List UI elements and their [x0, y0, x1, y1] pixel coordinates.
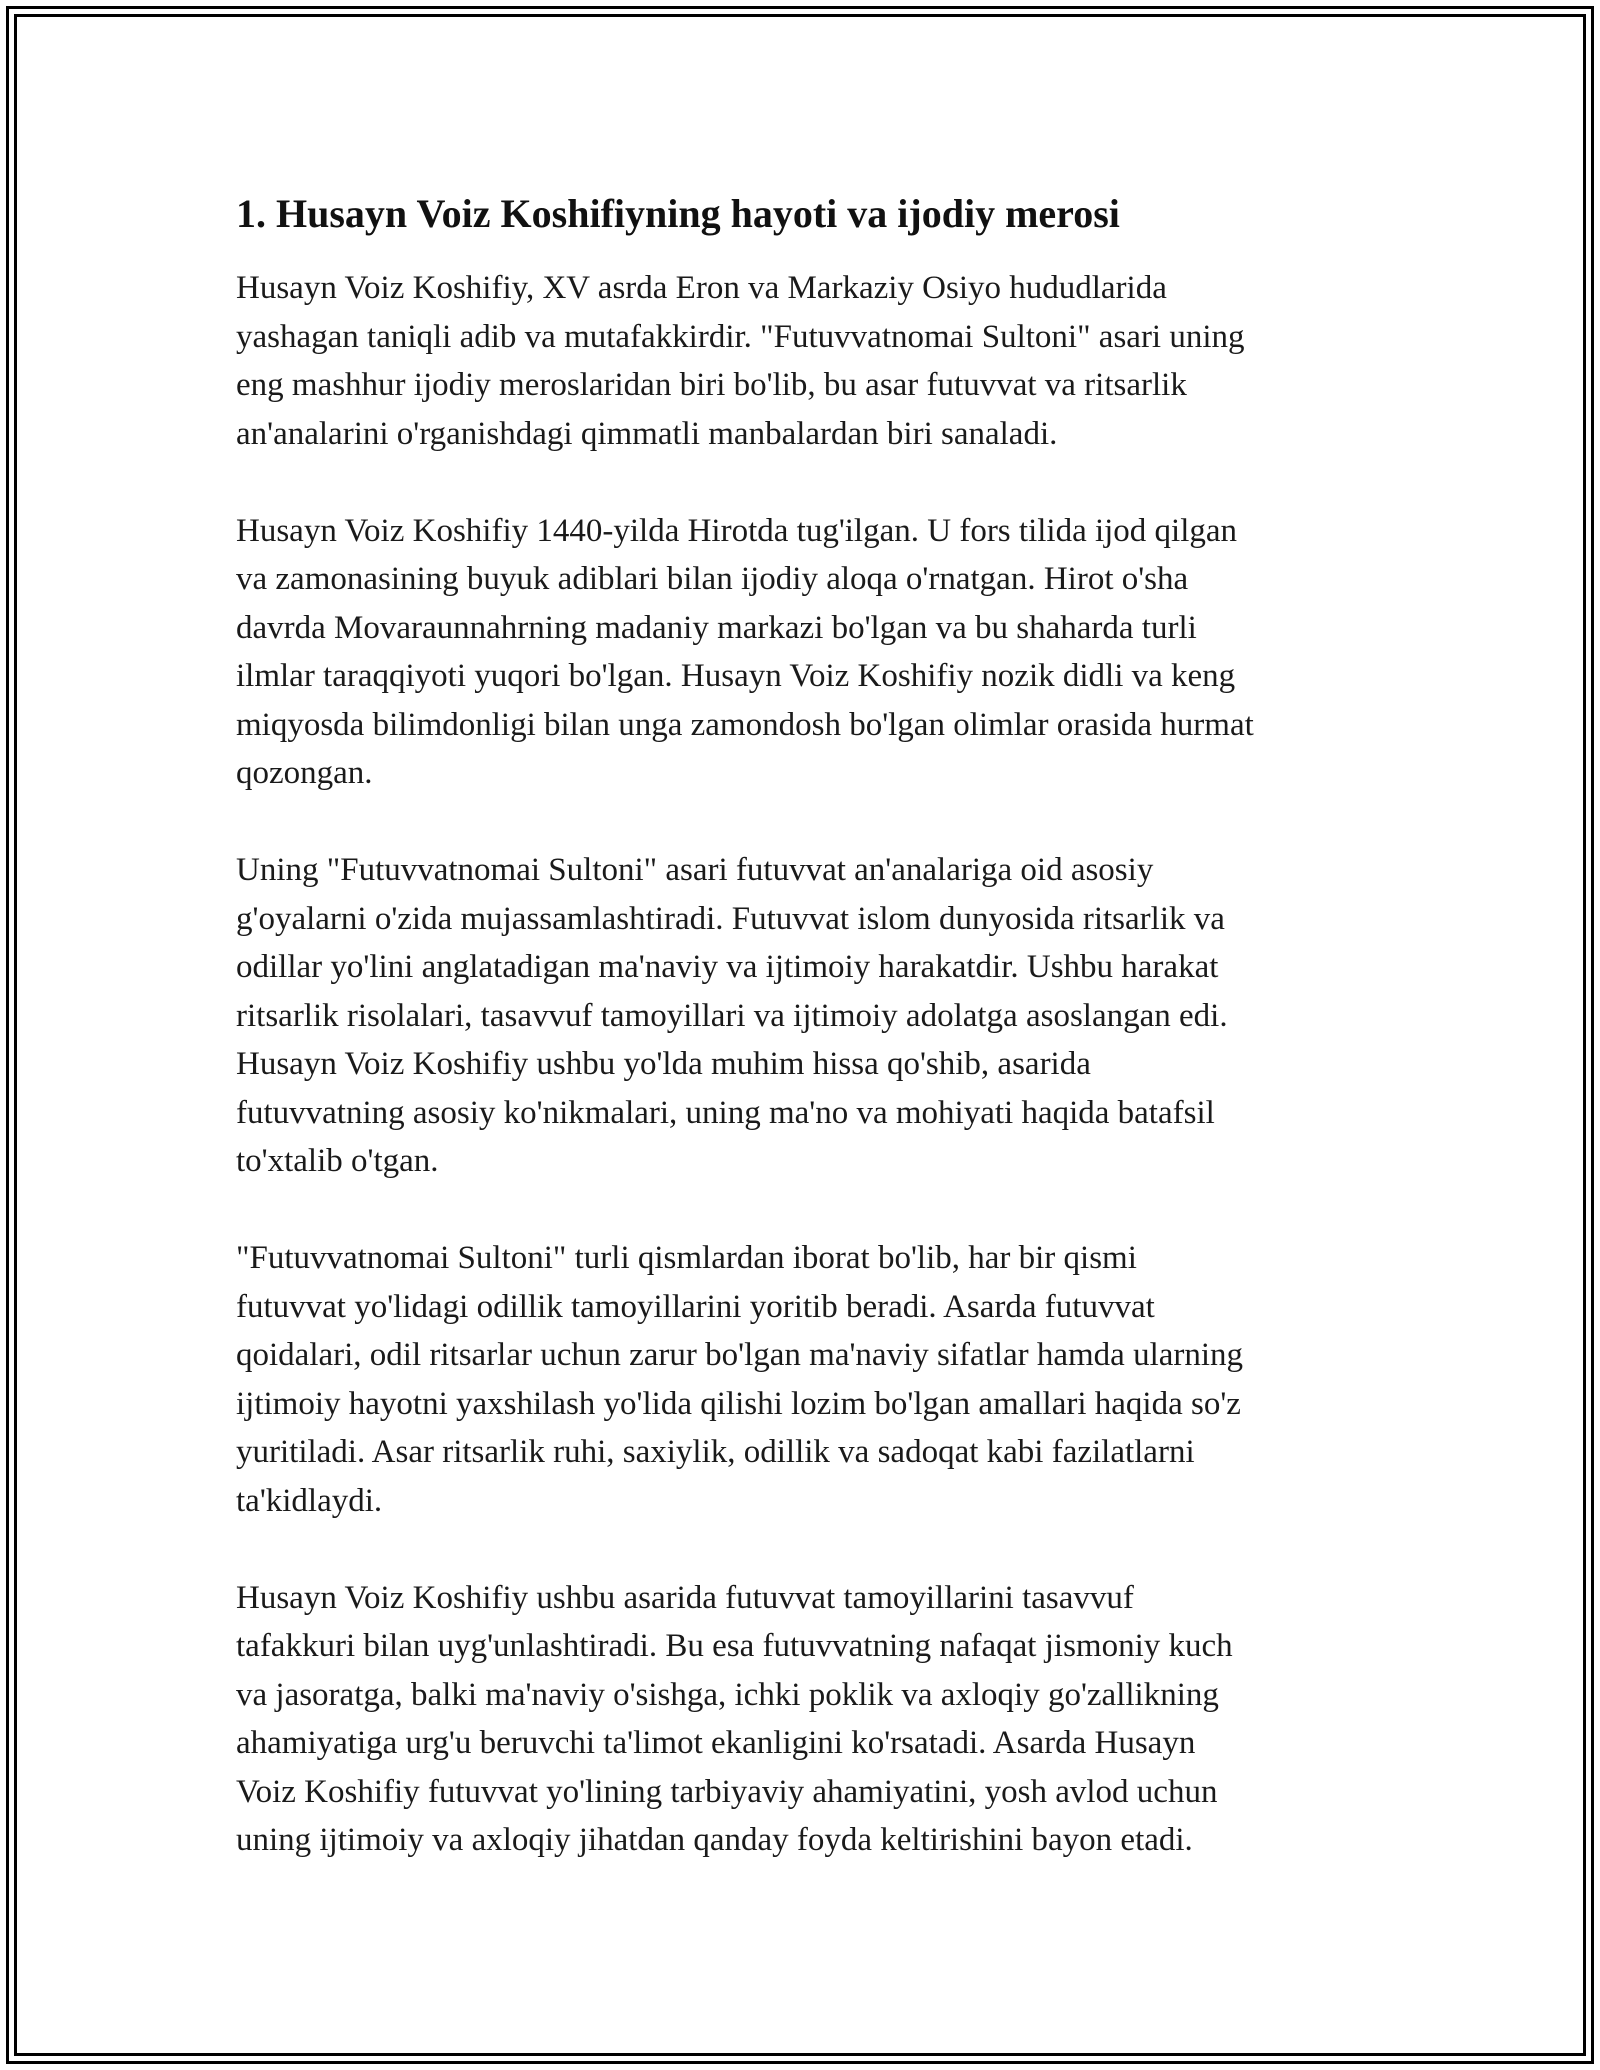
text-line: Husayn Voiz Koshifiy ushbu asarida futuvvat tamoyillarini tasavvuf: [236, 1579, 1134, 1616]
text-line: yashagan taniqli adib va mutafakkirdir. "Futuvvatnomai Sultoni" asari uning: [236, 318, 1245, 355]
paragraph-intro: [236, 264, 1376, 458]
paragraph-structure: [236, 1234, 1376, 1525]
paragraph-biography: [236, 507, 1376, 798]
text-line: qozongan.: [236, 755, 373, 791]
text-line: ahamiyatiga urg'u beruvchi ta'limot ekanligini ko'rsatadi. Asarda Husayn: [236, 1725, 1196, 1761]
document-body: [236, 186, 1376, 1913]
text-line: ijtimoiy hayotni yaxshilash yo'lida qilishi lozim bo'lgan amallari haqida so'z: [236, 1385, 1241, 1422]
text-line: davrda Movaraunnahrning madaniy markazi bo'lgan va bu shaharda turli: [236, 609, 1197, 646]
text-line: Voiz Koshifiy futuvvat yo'lining tarbiyaviy ahamiyatini, yosh avlod uchun: [236, 1773, 1218, 1810]
section-title: 1. Husayn Voiz Koshifiyning hayoti va ijodiy merosi: [236, 191, 1120, 236]
text-line: "Futuvvatnomai Sultoni" turli qismlardan iborat bo'lib, har bir qismi: [236, 1240, 1137, 1276]
text-line: ilmlar taraqqiyoti yuqori bo'lgan. Husayn Voiz Koshifiy nozik didli va keng: [236, 658, 1236, 694]
text-line: tafakkuri bilan uyg'unlashtiradi. Bu esa futuvvatning nafaqat jismoniy kuch: [236, 1628, 1233, 1664]
text-line: Husayn Voiz Koshifiy 1440-yilda Hirotda tug'ilgan. U fors tilida ijod qilgan: [236, 512, 1238, 549]
text-line: futuvvat yo'lidagi odillik tamoyillarini yoritib beradi. Asarda futuvvat: [236, 1288, 1155, 1325]
paragraph-futuvvat: [236, 846, 1376, 1186]
text-line: yuritiladi. Asar ritsarlik ruhi, saxiylik, odillik va sadoqat kabi fazilatlarni: [236, 1434, 1195, 1470]
text-line: miqyosda bilimdonligi bilan unga zamondosh bo'lgan olimlar orasida hurmat: [236, 706, 1254, 743]
text-line: ritsarlik risolalari, tasavvuf tamoyillari va ijtimoiy adolatga asoslangan edi.: [236, 997, 1228, 1034]
text-line: g'oyalarni o'zida mujassamlashtiradi. Futuvvat islom dunyosida ritsarlik va: [236, 900, 1225, 937]
text-line: va jasoratga, balki ma'naviy o'sishga, ichki poklik va axloqiy go'zallikning: [236, 1676, 1219, 1713]
text-line: uning ijtimoiy va axloqiy jihatdan qanday foyda keltirishini bayon etadi.: [236, 1822, 1193, 1858]
text-line: Husayn Voiz Koshifiy, XV asrda Eron va Markaziy Osiyo hududlarida: [236, 270, 1167, 306]
text-line: odillar yo'lini anglatadigan ma'naviy va ijtimoiy harakatdir. Ushbu harakat: [236, 949, 1219, 985]
text-line: eng mashhur ijodiy meroslaridan biri bo'lib, bu asar futuvvat va ritsarlik: [236, 367, 1187, 403]
text-line: ta'kidlaydi.: [236, 1482, 383, 1519]
paragraph-tasavvuf: [236, 1574, 1376, 1865]
text-line: Uning "Futuvvatnomai Sultoni" asari futuvvat an'analariga oid asosiy: [236, 852, 1154, 888]
text-line: qoidalari, odil ritsarlar uchun zarur bo'lgan ma'naviy sifatlar hamda ularning: [236, 1337, 1244, 1373]
text-line: an'analarini o'rganishdagi qimmatli manbalardan biri sanaladi.: [236, 415, 1058, 452]
text-line: to'xtalib o'tgan.: [236, 1143, 439, 1179]
text-line: futuvvatning asosiy ko'nikmalari, uning ma'no va mohiyati haqida batafsil: [236, 1094, 1215, 1131]
text-line: va zamonasining buyuk adiblari bilan ijodiy aloqa o'rnatgan. Hirot o'sha: [236, 561, 1189, 597]
text-line: Husayn Voiz Koshifiy ushbu yo'lda muhim hissa qo'shib, asarida: [236, 1046, 1091, 1082]
